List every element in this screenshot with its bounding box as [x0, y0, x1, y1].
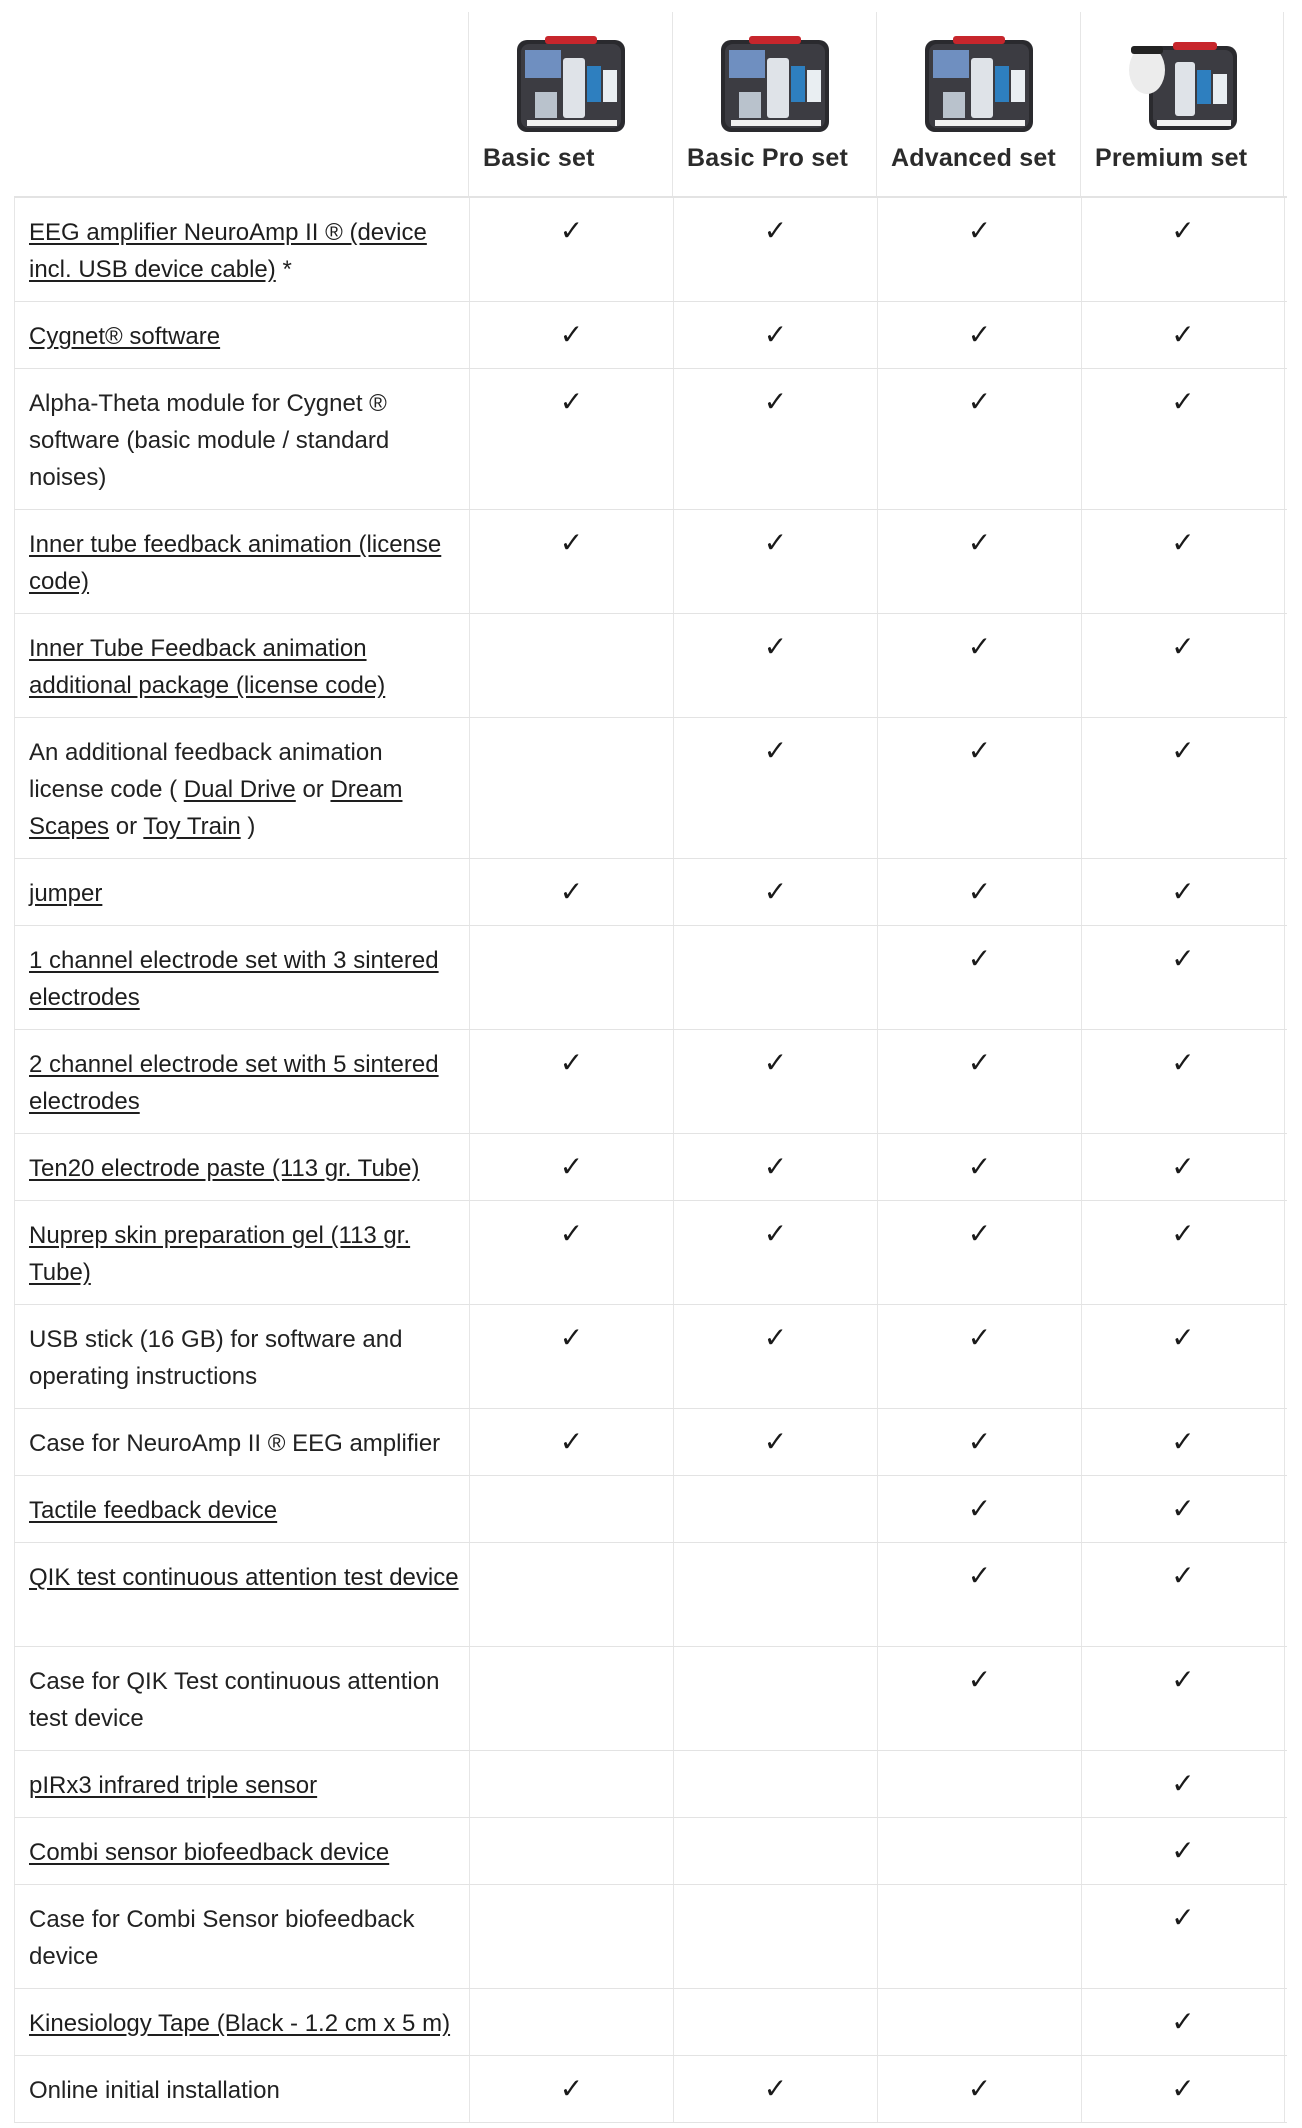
checkmark-icon: ✓: [967, 1322, 992, 1353]
check-cell: [1081, 1476, 1285, 1542]
check-cell: [877, 1647, 1081, 1750]
table-row: [14, 1476, 1287, 1543]
checkmark-icon: ✓: [559, 319, 584, 350]
feature-text: ): [240, 813, 256, 840]
checkmark-icon: ✓: [559, 1151, 584, 1182]
feature-link[interactable]: pIRx3 infrared triple sensor: [29, 1772, 318, 1799]
feature-cell: [15, 1476, 469, 1542]
product-header-basic-pro: [672, 12, 876, 196]
table-row: [14, 1989, 1287, 2056]
checkmark-icon: ✓: [763, 527, 788, 558]
feature-link[interactable]: Toy Train: [143, 813, 241, 840]
checkmark-icon: ✓: [967, 1218, 992, 1249]
checkmark-icon: ✓: [1171, 735, 1195, 766]
check-cell: [469, 718, 673, 858]
check-cell: [673, 926, 877, 1029]
checkmark-icon: ✓: [1171, 1218, 1195, 1249]
check-cell: [877, 369, 1081, 509]
check-cell: [1081, 302, 1285, 368]
check-cell: [877, 1305, 1081, 1408]
checkmark-icon: ✓: [967, 631, 992, 662]
checkmark-icon: ✓: [1171, 1322, 1195, 1353]
feature-text: Case for QIK Test continuous attention test device: [29, 1668, 440, 1732]
table-row: [14, 859, 1287, 926]
check-cell: [1081, 369, 1285, 509]
check-cell: [877, 1885, 1081, 1988]
feature-text: USB stick (16 GB) for software and operating instructions: [29, 1326, 403, 1390]
feature-link[interactable]: Ten20 electrode paste (113 gr. Tube): [29, 1155, 420, 1182]
checkmark-icon: ✓: [967, 1664, 992, 1695]
checkmark-icon: ✓: [967, 1560, 992, 1591]
feature-text: An additional feedback animation license code (: [29, 739, 383, 803]
check-cell: [673, 198, 877, 301]
checkmark-icon: ✓: [967, 527, 992, 558]
checkmark-icon: ✓: [1171, 1493, 1195, 1524]
check-cell: [673, 1543, 877, 1646]
check-cell: [469, 1409, 673, 1475]
table-row: [14, 1201, 1287, 1305]
check-cell: [877, 1751, 1081, 1817]
check-cell: [877, 1201, 1081, 1304]
check-cell: [469, 1818, 673, 1884]
feature-text: Case for NeuroAmp II ® EEG amplifier: [29, 1430, 441, 1457]
check-cell: [877, 1134, 1081, 1200]
feature-link[interactable]: EEG amplifier NeuroAmp II ® (device incl. USB device cable): [29, 219, 427, 283]
table-row: [14, 1885, 1287, 1989]
check-cell: [1081, 1751, 1285, 1817]
check-cell: [469, 1647, 673, 1750]
check-cell: [673, 614, 877, 717]
checkmark-icon: ✓: [763, 319, 788, 350]
table-row: [14, 1751, 1287, 1818]
check-cell: [877, 926, 1081, 1029]
checkmark-icon: ✓: [763, 1426, 788, 1457]
check-cell: [1081, 1818, 1285, 1884]
check-cell: [1081, 1647, 1285, 1750]
table-row: [14, 510, 1287, 614]
table-row: [14, 1647, 1287, 1751]
feature-cell: [15, 1409, 469, 1475]
checkmark-icon: ✓: [763, 631, 788, 662]
table-row: [14, 369, 1287, 510]
checkmark-icon: ✓: [967, 735, 992, 766]
check-cell: [877, 1409, 1081, 1475]
feature-text: or: [295, 776, 331, 803]
feature-cell: [15, 1751, 469, 1817]
checkmark-icon: ✓: [1171, 876, 1195, 907]
checkmark-icon: ✓: [1171, 943, 1195, 974]
feature-link[interactable]: jumper: [29, 880, 103, 907]
checkmark-icon: ✓: [1171, 319, 1195, 350]
checkmark-icon: ✓: [1171, 527, 1195, 558]
check-cell: [1081, 1989, 1285, 2055]
check-cell: [469, 369, 673, 509]
check-cell: [673, 718, 877, 858]
checkmark-icon: ✓: [559, 1322, 584, 1353]
table-row: [14, 1134, 1287, 1201]
feature-link[interactable]: Inner Tube Feedback animation additional package (license code): [29, 635, 386, 699]
check-cell: [673, 1305, 877, 1408]
check-cell: [673, 1409, 877, 1475]
checkmark-icon: ✓: [763, 876, 788, 907]
check-cell: [673, 1476, 877, 1542]
kit-case-with-head-image: [1127, 36, 1239, 136]
checkmark-icon: ✓: [967, 2073, 992, 2104]
checkmark-icon: ✓: [967, 1151, 992, 1182]
checkmark-icon: ✓: [1171, 1768, 1195, 1799]
check-cell: [877, 198, 1081, 301]
checkmark-icon: ✓: [967, 319, 992, 350]
table-row: [14, 1818, 1287, 1885]
check-cell: [877, 718, 1081, 858]
feature-cell: [15, 1134, 469, 1200]
feature-cell: [15, 1305, 469, 1408]
check-cell: [1081, 198, 1285, 301]
product-header-advanced: [876, 12, 1080, 196]
check-cell: [877, 1476, 1081, 1542]
feature-cell: [15, 859, 469, 925]
feature-link[interactable]: Inner tube feedback animation (license code): [29, 531, 442, 595]
checkmark-icon: ✓: [763, 1218, 788, 1249]
checkmark-icon: ✓: [1171, 1902, 1195, 1933]
feature-cell: [15, 1989, 469, 2055]
checkmark-icon: ✓: [763, 386, 788, 417]
feature-link[interactable]: Nuprep skin preparation gel (113 gr. Tube): [29, 1222, 411, 1286]
check-cell: [877, 1989, 1081, 2055]
feature-link[interactable]: 2 channel electrode set with 5 sintered electrodes: [29, 1051, 439, 1115]
check-cell: [1081, 1305, 1285, 1408]
check-cell: [673, 1201, 877, 1304]
feature-cell: [15, 926, 469, 1029]
table-row: [14, 2056, 1287, 2123]
kit-case-image: [923, 36, 1035, 136]
checkmark-icon: ✓: [967, 876, 992, 907]
product-label: Advanced set: [891, 144, 1056, 172]
check-cell: [673, 859, 877, 925]
checkmark-icon: ✓: [559, 215, 584, 246]
check-cell: [877, 1818, 1081, 1884]
check-cell: [673, 1989, 877, 2055]
check-cell: [1081, 1409, 1285, 1475]
check-cell: [469, 510, 673, 613]
check-cell: [469, 1543, 673, 1646]
checkmark-icon: ✓: [1171, 215, 1195, 246]
check-cell: [469, 302, 673, 368]
check-cell: [877, 510, 1081, 613]
check-cell: [673, 1885, 877, 1988]
check-cell: [469, 1201, 673, 1304]
checkmark-icon: ✓: [1171, 386, 1195, 417]
feature-text: *: [275, 256, 292, 283]
check-cell: [1081, 1030, 1285, 1133]
check-cell: [469, 1305, 673, 1408]
feature-cell: [15, 1885, 469, 1988]
feature-text: Online initial installation: [29, 2077, 280, 2104]
checkmark-icon: ✓: [763, 1151, 788, 1182]
check-cell: [877, 859, 1081, 925]
comparison-table: [14, 12, 1287, 2123]
checkmark-icon: ✓: [967, 1047, 992, 1078]
check-cell: [1081, 614, 1285, 717]
checkmark-icon: ✓: [967, 386, 992, 417]
feature-cell: [15, 369, 469, 509]
feature-cell: [15, 1543, 469, 1646]
feature-cell: [15, 1818, 469, 1884]
check-cell: [1081, 510, 1285, 613]
check-cell: [877, 1030, 1081, 1133]
product-header-premium: [1080, 12, 1284, 196]
feature-cell: [15, 718, 469, 858]
check-cell: [673, 1647, 877, 1750]
check-cell: [1081, 1885, 1285, 1988]
feature-cell: [15, 198, 469, 301]
table-body: [14, 198, 1287, 2123]
check-cell: [469, 1476, 673, 1542]
feature-link[interactable]: 1 channel electrode set with 3 sintered electrodes: [29, 947, 439, 1011]
checkmark-icon: ✓: [967, 215, 992, 246]
table-row: [14, 1305, 1287, 1409]
feature-cell: [15, 302, 469, 368]
checkmark-icon: ✓: [763, 735, 788, 766]
checkmark-icon: ✓: [559, 527, 584, 558]
check-cell: [1081, 1134, 1285, 1200]
checkmark-icon: ✓: [559, 1218, 584, 1249]
checkmark-icon: ✓: [1171, 1664, 1195, 1695]
check-cell: [1081, 859, 1285, 925]
checkmark-icon: ✓: [1171, 1835, 1195, 1866]
product-label: Basic set: [483, 144, 595, 172]
check-cell: [877, 1543, 1081, 1646]
check-cell: [1081, 718, 1285, 858]
checkmark-icon: ✓: [967, 1493, 992, 1524]
checkmark-icon: ✓: [1171, 2073, 1195, 2104]
checkmark-icon: ✓: [1171, 1151, 1195, 1182]
checkmark-icon: ✓: [763, 2073, 788, 2104]
checkmark-icon: ✓: [559, 876, 584, 907]
check-cell: [673, 1134, 877, 1200]
check-cell: [469, 1989, 673, 2055]
checkmark-icon: ✓: [1171, 1426, 1195, 1457]
check-cell: [673, 1818, 877, 1884]
checkmark-icon: ✓: [559, 2073, 584, 2104]
feature-cell: [15, 1030, 469, 1133]
check-cell: [469, 198, 673, 301]
check-cell: [877, 614, 1081, 717]
feature-text: or: [109, 813, 144, 840]
check-cell: [1081, 926, 1285, 1029]
check-cell: [673, 2056, 877, 2122]
feature-cell: [15, 1647, 469, 1750]
checkmark-icon: ✓: [763, 1047, 788, 1078]
feature-link[interactable]: Dual Drive: [183, 776, 296, 803]
product-header-basic: [468, 12, 672, 196]
checkmark-icon: ✓: [1171, 1560, 1195, 1591]
table-row: [14, 1543, 1287, 1647]
checkmark-icon: ✓: [559, 1047, 584, 1078]
checkmark-icon: ✓: [763, 215, 788, 246]
check-cell: [673, 510, 877, 613]
table-row: [14, 198, 1287, 302]
check-cell: [469, 859, 673, 925]
feature-cell: [15, 1201, 469, 1304]
product-label: Basic Pro set: [687, 144, 849, 172]
feature-link[interactable]: Cygnet® software: [29, 323, 221, 350]
check-cell: [469, 1134, 673, 1200]
feature-link[interactable]: Combi sensor biofeedback device: [29, 1839, 390, 1866]
check-cell: [673, 369, 877, 509]
table-row: [14, 1030, 1287, 1134]
check-cell: [877, 302, 1081, 368]
feature-link[interactable]: Tactile feedback device: [29, 1497, 278, 1524]
feature-cell: [15, 2056, 469, 2122]
checkmark-icon: ✓: [1171, 2006, 1195, 2037]
feature-text: Alpha-Theta module for Cygnet ® software (basic module / standard noises): [29, 390, 390, 491]
table-row: [14, 926, 1287, 1030]
table-row: [14, 718, 1287, 859]
check-cell: [469, 926, 673, 1029]
table-row: [14, 614, 1287, 718]
check-cell: [469, 1030, 673, 1133]
header-empty-cell: [14, 12, 468, 196]
check-cell: [673, 302, 877, 368]
feature-link[interactable]: QIK test continuous attention test device: [29, 1564, 459, 1591]
check-cell: [673, 1751, 877, 1817]
kit-case-image: [719, 36, 831, 136]
check-cell: [469, 1751, 673, 1817]
checkmark-icon: ✓: [967, 1426, 992, 1457]
feature-link[interactable]: Dream Scapes: [29, 776, 403, 840]
check-cell: [469, 1885, 673, 1988]
feature-cell: [15, 614, 469, 717]
product-label: Premium set: [1095, 144, 1248, 172]
check-cell: [469, 2056, 673, 2122]
feature-link[interactable]: Kinesiology Tape (Black - 1.2 cm x 5 m): [29, 2010, 451, 2037]
checkmark-icon: ✓: [559, 386, 584, 417]
table-header: [14, 12, 1287, 198]
table-row: [14, 1409, 1287, 1476]
kit-case-image: [515, 36, 627, 136]
checkmark-icon: ✓: [967, 943, 992, 974]
check-cell: [469, 614, 673, 717]
table-row: [14, 302, 1287, 369]
checkmark-icon: ✓: [763, 1322, 788, 1353]
checkmark-icon: ✓: [559, 1426, 584, 1457]
check-cell: [1081, 2056, 1285, 2122]
feature-cell: [15, 510, 469, 613]
check-cell: [1081, 1543, 1285, 1646]
check-cell: [877, 2056, 1081, 2122]
feature-text: Case for Combi Sensor biofeedback device: [29, 1906, 415, 1970]
check-cell: [1081, 1201, 1285, 1304]
check-cell: [673, 1030, 877, 1133]
checkmark-icon: ✓: [1171, 631, 1195, 662]
checkmark-icon: ✓: [1171, 1047, 1195, 1078]
